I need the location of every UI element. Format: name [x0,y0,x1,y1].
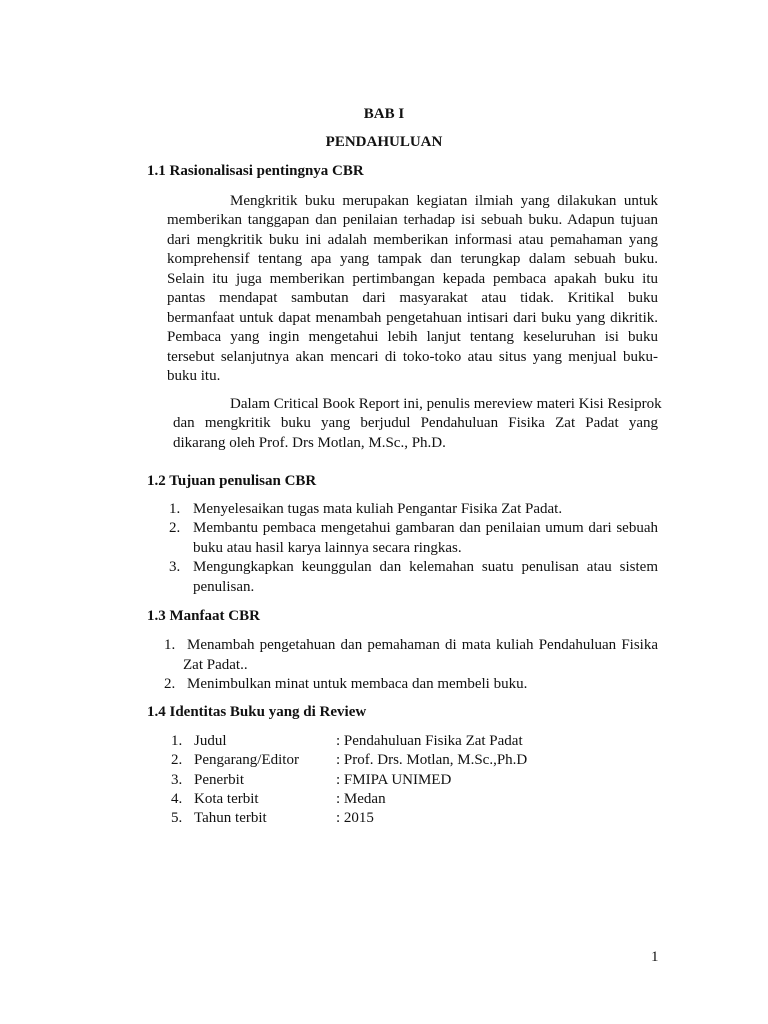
list-item-continued: buku atau hasil karya lainnya secara ringkas. [193,540,462,556]
list-number: 1. [164,637,176,653]
row-label: Kota terbit [194,791,259,807]
page-number: 1 [651,949,659,965]
section-heading-1-3: 1.3 Manfaat CBR [147,608,260,624]
row-number: 4. [171,791,183,807]
paragraph-line: dan mengkritik buku yang berjudul Pendahuluan Fisika Zat Padat yang [173,415,658,431]
row-value: : FMIPA UNIMED [336,772,452,788]
paragraph-line: pantas mendapat sambutan dari masyarakat atau tidak. Kritikal buku [167,290,658,306]
list-number: 3. [169,559,181,575]
list-item: Menyelesaikan tugas mata kuliah Pengantar Fisika Zat Padat. [193,501,563,517]
paragraph-line: Selain itu juga memberikan pertimbangan kepada pembaca apakah buku itu [167,271,658,287]
list-item: Mengungkapkan keunggulan dan kelemahan suatu penulisan atau sistem [193,559,658,575]
row-label: Penerbit [194,772,244,788]
chapter-title: PENDAHULUAN [325,134,443,150]
row-value: : 2015 [336,810,374,826]
row-value: : Prof. Drs. Motlan, M.Sc.,Ph.D [336,752,528,768]
list-item: Menimbulkan minat untuk membaca dan membeli buku. [187,676,528,692]
row-label: Judul [194,733,227,749]
paragraph-line: tersebut selanjutnya akan mencari di toko-toko atau situs yang menjual buku- [167,349,658,365]
list-number: 1. [169,501,181,517]
section-heading-1-2: 1.2 Tujuan penulisan CBR [147,473,317,489]
section-heading-1-1: 1.1 Rasionalisasi pentingnya CBR [147,163,364,179]
list-item-continued: penulisan. [193,579,255,595]
chapter-label: BAB I [363,106,405,122]
paragraph-line: Mengkritik buku merupakan kegiatan ilmiah yang dilakukan untuk [230,193,658,209]
list-number: 2. [169,520,181,536]
row-value: : Medan [336,791,386,807]
row-label: Tahun terbit [194,810,267,826]
row-number: 2. [171,752,183,768]
paragraph-line: memberikan tanggapan dan penilaian terhadap isi sebuah buku. Adapun tujuan [167,212,658,228]
paragraph-line: bermanfaat untuk dapat menambah pengetahuan intisari dari buku yang dikritik. [167,310,658,326]
row-value: : Pendahuluan Fisika Zat Padat [336,733,523,749]
paragraph-line: dari mengkritik buku ini adalah memberikan informasi atau pemahaman yang [167,232,658,248]
section-heading-1-4: 1.4 Identitas Buku yang di Review [147,704,367,720]
paragraph-line: dikarang oleh Prof. Drs Motlan, M.Sc., Ph.D. [173,435,446,451]
paragraph-line: Pembaca yang ingin mengetahui lebih lanjut tentang keseluruhan isi buku [167,329,658,345]
row-number: 3. [171,772,183,788]
row-number: 5. [171,810,183,826]
list-item-continued: Zat Padat.. [183,657,248,673]
paragraph-line: buku itu. [167,368,221,384]
list-item: Menambah pengetahuan dan pemahaman di mata kuliah Pendahuluan Fisika [187,637,658,653]
list-item: Membantu pembaca mengetahui gambaran dan penilaian umum dari sebuah [193,520,658,536]
list-number: 2. [164,676,176,692]
paragraph-line: Dalam Critical Book Report ini, penulis mereview materi Kisi Resiprok [230,396,662,412]
paragraph-line: komprehensif tentang apa yang tampak dan terungkap dalam sebuah buku. [167,251,658,267]
row-label: Pengarang/Editor [194,752,299,768]
row-number: 1. [171,733,183,749]
